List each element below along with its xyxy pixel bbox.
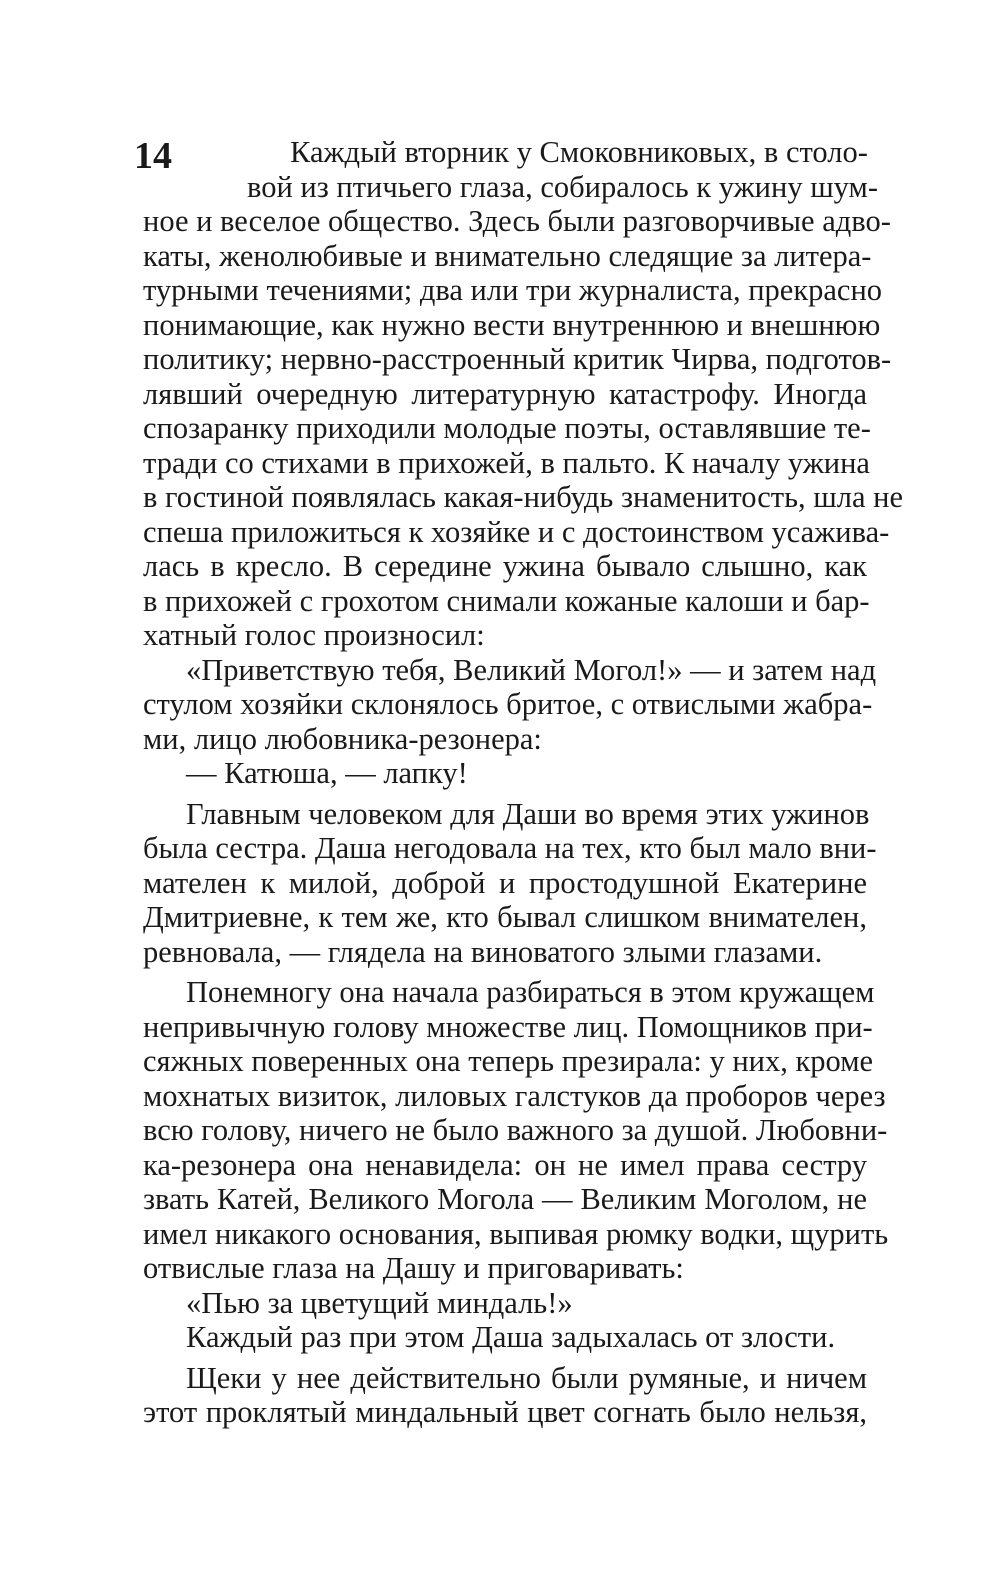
text-line: лявший очередную литературную катастрофу. Иногда xyxy=(143,376,867,411)
text-line: «Приветствую тебя, Великий Могол!» — и затем над xyxy=(186,652,877,687)
text-line: хатный голос произносил: xyxy=(143,618,485,652)
text-line: сяжных поверенных она теперь презирала: у них, кроме xyxy=(143,1044,874,1078)
text-line: отвислые глаза на Дашу и приговаривать: xyxy=(143,1251,684,1285)
text-line: в гостиной появлялась какая-нибудь знаменитость, шла не xyxy=(143,480,904,514)
text-line: Понемногу она начала разбираться в этом кружащем xyxy=(186,975,875,1009)
text-line: турными течениями; два или три журналиста, прекрасно xyxy=(143,273,883,307)
text-line: тради со стихами в прихожей, в пальто. К началу ужина xyxy=(143,445,870,480)
text-line: Дмитриевне, к тем же, кто бывал слишком внимателен, xyxy=(143,900,867,934)
text-line: лась в кресло. В середине ужина бывало слышно, как xyxy=(143,549,867,583)
text-line: Каждый раз при этом Даша задыхалась от злости. xyxy=(186,1320,836,1354)
text-line: непривычную голову множестве лиц. Помощников при- xyxy=(143,1009,873,1044)
text-line: звать Катей, Великого Могола — Великим Моголом, не xyxy=(143,1182,867,1216)
text-line: стулом хозяйки склонялось бритое, с отвислыми жабра- xyxy=(143,687,873,721)
text-line: ревновала, — глядела на виноватого злыми глазами. xyxy=(143,934,823,969)
text-line: каты, женолюбивые и внимательно следящие за литера- xyxy=(143,238,872,273)
text-line: Щеки у нее действительно были румяные, и ничем xyxy=(186,1360,867,1395)
text-line: политику; нервно-расстроенный критик Чирва, подготов- xyxy=(143,342,892,376)
text-line: мохнатых визиток, лиловых галстуков да проборов через xyxy=(143,1078,886,1113)
text-line: этот проклятый миндальный цвет согнать было нельзя, xyxy=(143,1395,867,1429)
text-line: понимающие, как нужно вести внутреннюю и внешнюю xyxy=(143,307,881,342)
text-line: ми, лицо любовника-резонера: xyxy=(143,721,542,756)
text-line: в прихожей с грохотом снимали кожаные калоши и бар- xyxy=(143,583,870,618)
text-line: вой из птичьего глаза, собиралось к ужину шум- xyxy=(247,169,878,204)
text-line: ное и веселое общество. Здесь были разговорчивые адво- xyxy=(143,204,891,238)
text-line: ка-резонера она ненавидела: он не имел права сестру xyxy=(143,1147,867,1182)
page-number: 14 xyxy=(134,135,172,177)
text-line: спеша приложиться к хозяйке и с достоинством усажива- xyxy=(143,514,890,549)
text-line: спозаранку приходили молодые поэты, оставлявшие те- xyxy=(143,411,871,445)
text-line: мателен к милой, доброй и простодушной Екатерине xyxy=(143,865,867,900)
body-text xyxy=(143,135,904,1430)
text-line: всю голову, ничего не было важного за душой. Любовни- xyxy=(143,1113,888,1147)
text-line: Каждый вторник у Смоковниковых, в столо- xyxy=(290,135,868,169)
text-line: — Катюша, — лапку! xyxy=(186,756,468,790)
text-line: Главным человеком для Даши во время этих ужинов xyxy=(186,796,870,831)
text-line: была сестра. Даша негодовала на тех, кто был мало вни- xyxy=(143,831,877,865)
text-line: «Пью за цветущий миндаль!» xyxy=(186,1285,573,1320)
text-line: имел никакого основания, выпивая рюмку водки, щурить xyxy=(143,1216,889,1251)
